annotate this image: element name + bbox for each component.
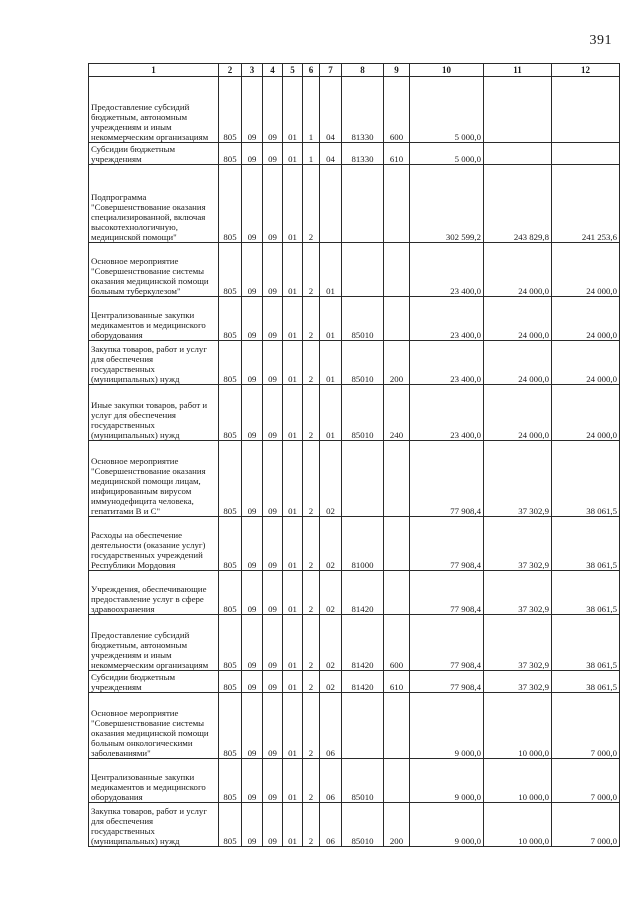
subprogram-cell: 2: [303, 385, 320, 441]
subprogram-cell: 2: [303, 571, 320, 615]
target-code-cell: 85010: [342, 803, 384, 847]
amount-cell: 37 302,9: [484, 571, 552, 615]
amount-cell: 23 400,0: [410, 341, 484, 385]
section-cell: 09: [242, 441, 263, 517]
subprogram-cell: 2: [303, 441, 320, 517]
expense-type-cell: [384, 165, 410, 243]
amount-cell: 24 000,0: [484, 243, 552, 297]
program-cell: 01: [283, 803, 303, 847]
expense-type-cell: 610: [384, 671, 410, 693]
amount-cell: 38 061,5: [552, 517, 620, 571]
event-cell: 01: [320, 341, 342, 385]
event-cell: 06: [320, 759, 342, 803]
code-cell: 805: [219, 385, 242, 441]
target-code-cell: [342, 693, 384, 759]
amount-cell: 24 000,0: [484, 341, 552, 385]
program-cell: 01: [283, 759, 303, 803]
code-cell: 805: [219, 143, 242, 165]
amount-cell: 24 000,0: [552, 243, 620, 297]
code-cell: 805: [219, 341, 242, 385]
event-cell: 02: [320, 671, 342, 693]
amount-cell: 37 302,9: [484, 441, 552, 517]
code-cell: 805: [219, 77, 242, 143]
program-cell: 01: [283, 615, 303, 671]
amount-cell: 9 000,0: [410, 803, 484, 847]
section-cell: 09: [242, 243, 263, 297]
program-cell: 01: [283, 143, 303, 165]
table-row: [89, 759, 620, 803]
event-cell: 02: [320, 615, 342, 671]
expense-type-cell: [384, 517, 410, 571]
subsection-cell: 09: [263, 143, 283, 165]
amount-cell: 77 908,4: [410, 571, 484, 615]
subprogram-cell: 2: [303, 693, 320, 759]
subsection-cell: 09: [263, 671, 283, 693]
expense-type-cell: [384, 759, 410, 803]
target-code-cell: 81420: [342, 615, 384, 671]
subprogram-cell: 2: [303, 341, 320, 385]
amount-cell: 37 302,9: [484, 615, 552, 671]
subsection-cell: 09: [263, 517, 283, 571]
header-row: [89, 64, 620, 77]
target-code-cell: 85010: [342, 297, 384, 341]
budget-table: [88, 63, 620, 847]
amount-cell: 77 908,4: [410, 441, 484, 517]
table-row: [89, 571, 620, 615]
program-cell: 01: [283, 571, 303, 615]
code-cell: 805: [219, 297, 242, 341]
subsection-cell: 09: [263, 77, 283, 143]
code-cell: 805: [219, 671, 242, 693]
amount-cell: 243 829,8: [484, 165, 552, 243]
subsection-cell: 09: [263, 165, 283, 243]
amount-cell: 9 000,0: [410, 759, 484, 803]
column-header: 6: [303, 64, 320, 77]
column-header: 1: [89, 64, 219, 77]
target-code-cell: 81330: [342, 143, 384, 165]
event-cell: 02: [320, 571, 342, 615]
subsection-cell: 09: [263, 385, 283, 441]
code-cell: 805: [219, 759, 242, 803]
table-row: [89, 297, 620, 341]
section-cell: 09: [242, 803, 263, 847]
event-cell: 04: [320, 77, 342, 143]
program-cell: 01: [283, 77, 303, 143]
subsection-cell: 09: [263, 693, 283, 759]
row-name-cell: Подпрограмма "Совершенствование оказания специализированной, включая высокотехнологичную, медицинской помощи": [89, 165, 219, 243]
column-header: 9: [384, 64, 410, 77]
section-cell: 09: [242, 341, 263, 385]
program-cell: 01: [283, 517, 303, 571]
table-row: [89, 615, 620, 671]
column-header: 2: [219, 64, 242, 77]
code-cell: 805: [219, 165, 242, 243]
event-cell: 06: [320, 803, 342, 847]
expense-type-cell: 600: [384, 77, 410, 143]
section-cell: 09: [242, 297, 263, 341]
target-code-cell: [342, 441, 384, 517]
event-cell: 04: [320, 143, 342, 165]
section-cell: 09: [242, 143, 263, 165]
event-cell: 01: [320, 297, 342, 341]
expense-type-cell: 240: [384, 385, 410, 441]
column-header: 10: [410, 64, 484, 77]
amount-cell: 24 000,0: [484, 297, 552, 341]
table-row: [89, 77, 620, 143]
expense-type-cell: [384, 243, 410, 297]
section-cell: 09: [242, 615, 263, 671]
row-name-cell: Расходы на обеспечение деятельности (оказание услуг) государственных учреждений Республики Мордовия: [89, 517, 219, 571]
amount-cell: 7 000,0: [552, 803, 620, 847]
table-row: [89, 671, 620, 693]
code-cell: 805: [219, 243, 242, 297]
amount-cell: 38 061,5: [552, 571, 620, 615]
code-cell: 805: [219, 803, 242, 847]
subsection-cell: 09: [263, 441, 283, 517]
subprogram-cell: 1: [303, 77, 320, 143]
column-header: 4: [263, 64, 283, 77]
row-name-cell: Централизованные закупки медикаментов и медицинского оборудования: [89, 297, 219, 341]
section-cell: 09: [242, 671, 263, 693]
row-name-cell: Основное мероприятие "Совершенствование системы оказания медицинской помощи больным туберкулезом": [89, 243, 219, 297]
amount-cell: 23 400,0: [410, 243, 484, 297]
target-code-cell: 81420: [342, 671, 384, 693]
amount-cell: 38 061,5: [552, 671, 620, 693]
section-cell: 09: [242, 77, 263, 143]
row-name-cell: Централизованные закупки медикаментов и медицинского оборудования: [89, 759, 219, 803]
subsection-cell: 09: [263, 803, 283, 847]
target-code-cell: 85010: [342, 341, 384, 385]
amount-cell: 5 000,0: [410, 143, 484, 165]
row-name-cell: Основное мероприятие "Совершенствование оказания медицинской помощи лицам, инфицированным вирусом иммунодефицита человека, гепатитами В и С": [89, 441, 219, 517]
section-cell: 09: [242, 165, 263, 243]
subprogram-cell: 2: [303, 297, 320, 341]
table-row: [89, 385, 620, 441]
row-name-cell: Учреждения, обеспечивающие предоставление услуг в сфере здравоохранения: [89, 571, 219, 615]
column-header: 3: [242, 64, 263, 77]
row-name-cell: Закупка товаров, работ и услуг для обеспечения государственных (муниципальных) нужд: [89, 803, 219, 847]
subprogram-cell: 2: [303, 759, 320, 803]
target-code-cell: 85010: [342, 385, 384, 441]
subprogram-cell: 2: [303, 517, 320, 571]
table-row: [89, 517, 620, 571]
amount-cell: 77 908,4: [410, 615, 484, 671]
row-name-cell: Предоставление субсидий бюджетным, автономным учреждениям и иным некоммерческим организациям: [89, 77, 219, 143]
expense-type-cell: 200: [384, 803, 410, 847]
amount-cell: 77 908,4: [410, 517, 484, 571]
expense-type-cell: [384, 441, 410, 517]
program-cell: 01: [283, 441, 303, 517]
amount-cell: 7 000,0: [552, 759, 620, 803]
amount-cell: 24 000,0: [552, 297, 620, 341]
row-name-cell: Закупка товаров, работ и услуг для обеспечения государственных (муниципальных) нужд: [89, 341, 219, 385]
amount-cell: 77 908,4: [410, 671, 484, 693]
subprogram-cell: 2: [303, 803, 320, 847]
expense-type-cell: [384, 297, 410, 341]
program-cell: 01: [283, 297, 303, 341]
target-code-cell: [342, 165, 384, 243]
subsection-cell: 09: [263, 297, 283, 341]
event-cell: [320, 165, 342, 243]
section-cell: 09: [242, 693, 263, 759]
row-name-cell: Основное мероприятие "Совершенствование системы оказания медицинской помощи больным онкологическими заболеваниями": [89, 693, 219, 759]
table-body: [89, 77, 620, 847]
subsection-cell: 09: [263, 759, 283, 803]
code-cell: 805: [219, 517, 242, 571]
amount-cell: 23 400,0: [410, 385, 484, 441]
table-row: [89, 143, 620, 165]
event-cell: 02: [320, 517, 342, 571]
program-cell: 01: [283, 693, 303, 759]
amount-cell: 10 000,0: [484, 759, 552, 803]
amount-cell: 241 253,6: [552, 165, 620, 243]
expense-type-cell: [384, 693, 410, 759]
amount-cell: 10 000,0: [484, 693, 552, 759]
table-row: [89, 341, 620, 385]
column-header: 12: [552, 64, 620, 77]
page-number: 391: [589, 33, 612, 48]
target-code-cell: 81420: [342, 571, 384, 615]
row-name-cell: Субсидии бюджетным учреждениям: [89, 671, 219, 693]
table-row: [89, 693, 620, 759]
subprogram-cell: 2: [303, 243, 320, 297]
target-code-cell: [342, 243, 384, 297]
column-header: 7: [320, 64, 342, 77]
amount-cell: 9 000,0: [410, 693, 484, 759]
code-cell: 805: [219, 571, 242, 615]
section-cell: 09: [242, 517, 263, 571]
expense-type-cell: 610: [384, 143, 410, 165]
program-cell: 01: [283, 385, 303, 441]
amount-cell: [552, 143, 620, 165]
amount-cell: 5 000,0: [410, 77, 484, 143]
amount-cell: 23 400,0: [410, 297, 484, 341]
code-cell: 805: [219, 441, 242, 517]
column-header: 5: [283, 64, 303, 77]
program-cell: 01: [283, 341, 303, 385]
subsection-cell: 09: [263, 571, 283, 615]
target-code-cell: 81330: [342, 77, 384, 143]
event-cell: 02: [320, 441, 342, 517]
code-cell: 805: [219, 615, 242, 671]
program-cell: 01: [283, 671, 303, 693]
column-header: 11: [484, 64, 552, 77]
subsection-cell: 09: [263, 615, 283, 671]
program-cell: 01: [283, 165, 303, 243]
amount-cell: [552, 77, 620, 143]
subprogram-cell: 2: [303, 671, 320, 693]
expense-type-cell: [384, 571, 410, 615]
expense-type-cell: 200: [384, 341, 410, 385]
event-cell: 01: [320, 385, 342, 441]
amount-cell: 10 000,0: [484, 803, 552, 847]
section-cell: 09: [242, 759, 263, 803]
table-row: [89, 243, 620, 297]
amount-cell: 24 000,0: [552, 341, 620, 385]
amount-cell: 7 000,0: [552, 693, 620, 759]
amount-cell: 37 302,9: [484, 671, 552, 693]
amount-cell: 37 302,9: [484, 517, 552, 571]
row-name-cell: Иные закупки товаров, работ и услуг для обеспечения государственных (муниципальных) нужд: [89, 385, 219, 441]
amount-cell: 24 000,0: [552, 385, 620, 441]
amount-cell: [484, 143, 552, 165]
amount-cell: 302 599,2: [410, 165, 484, 243]
amount-cell: 38 061,5: [552, 615, 620, 671]
expense-type-cell: 600: [384, 615, 410, 671]
table-row: [89, 165, 620, 243]
amount-cell: 38 061,5: [552, 441, 620, 517]
event-cell: 01: [320, 243, 342, 297]
target-code-cell: 85010: [342, 759, 384, 803]
subprogram-cell: 2: [303, 165, 320, 243]
section-cell: 09: [242, 385, 263, 441]
row-name-cell: Субсидии бюджетным учреждениям: [89, 143, 219, 165]
column-header: 8: [342, 64, 384, 77]
subsection-cell: 09: [263, 341, 283, 385]
event-cell: 06: [320, 693, 342, 759]
target-code-cell: 81000: [342, 517, 384, 571]
subprogram-cell: 2: [303, 615, 320, 671]
code-cell: 805: [219, 693, 242, 759]
program-cell: 01: [283, 243, 303, 297]
row-name-cell: Предоставление субсидий бюджетным, автономным учреждениям и иным некоммерческим организациям: [89, 615, 219, 671]
subprogram-cell: 1: [303, 143, 320, 165]
amount-cell: [484, 77, 552, 143]
section-cell: 09: [242, 571, 263, 615]
table-row: [89, 803, 620, 847]
table-row: [89, 441, 620, 517]
subsection-cell: 09: [263, 243, 283, 297]
amount-cell: 24 000,0: [484, 385, 552, 441]
